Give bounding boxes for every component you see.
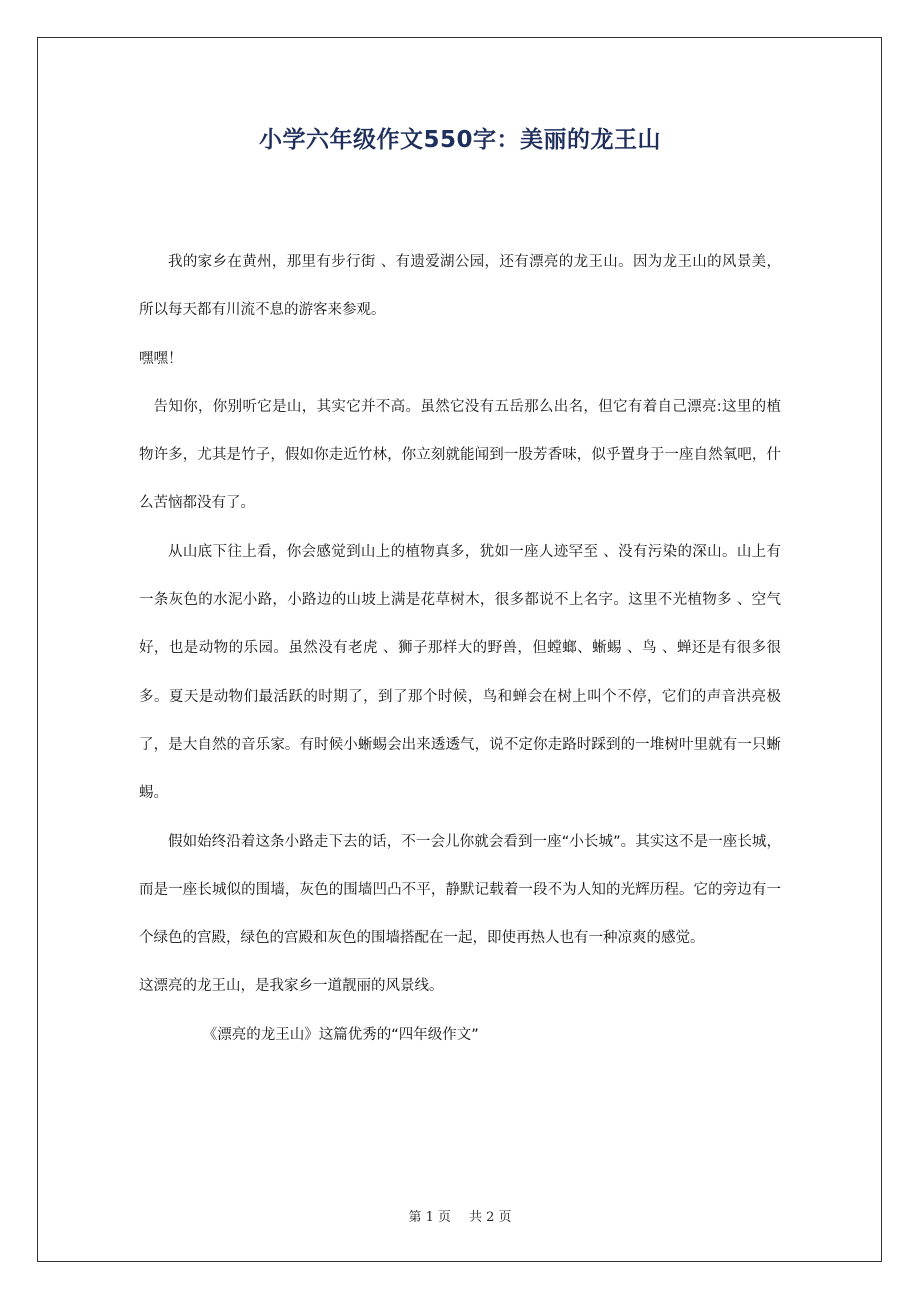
paragraph-little-great-wall: 假如始终沿着这条小路走下去的话，不一会儿你就会看到一座“小长城”。其实这不是一座长城，而是一座长城似的围墙，灰色的围墙凹凸不平，静默记载着一段不为人知的光辉历程。它的旁边有一个绿色的宫殿，绿色的宫殿和灰色的围墙搭配在一起，即使再热人也有一种凉爽的感觉。 [139,833,781,947]
paragraph-intro: 我的家乡在黄州，那里有步行街 、有遗爱湖公园，还有漂亮的龙王山。因为龙王山的风景美，所以每天都有川流不息的游客来参观。 [139,254,781,319]
page-number: 第 1 页 [408,1210,451,1225]
page-footer [0,1206,920,1225]
paragraph-conclusion: 这漂亮的龙王山，是我家乡一道靓丽的风景线。 [139,978,444,995]
page-total: 共 2 页 [469,1210,512,1225]
document-body [139,238,781,1059]
document-title: 小学六年级作文550字：美丽的龙王山 [258,127,661,153]
paragraph-note: 《漂亮的龙王山》这篇优秀的“四年级作文” [202,1026,479,1043]
paragraph-plants-animals: 从山底下往上看，你会感觉到山上的植物真多，犹如一座人迹罕至 、没有污染的深山。山上有一条灰色的水泥小路，小路边的山坡上满是花草树木，很多都说不上名字。这里不光植物多 、空气好，也是动物的乐园。虽然没有老虎 、狮子那样大的野兽，但螳螂、蜥蜴 、鸟 、蝉还是有很多很多。夏天是动物们最活跃的时期了，到了那个时候，鸟和蝉会在树上叫个不停，它们的声音洪亮极了，是大自然的音乐家。有时候小蜥蜴会出来透透气，说不定你走路时踩到的一堆树叶里就有一只蜥蜴。 [139,543,781,802]
paragraph-mountain-height: 告知你，你别听它是山，其实它并不高。虽然它没有五岳那么出名，但它有着自己漂亮:这里的植物许多，尤其是竹子，假如你走近竹林，你立刻就能闻到一股芳香味，似乎置身于一座自然氧吧，什么苦恼都没有了。 [139,398,781,512]
paragraph-exclamation: 嘿嘿！ [139,350,183,367]
